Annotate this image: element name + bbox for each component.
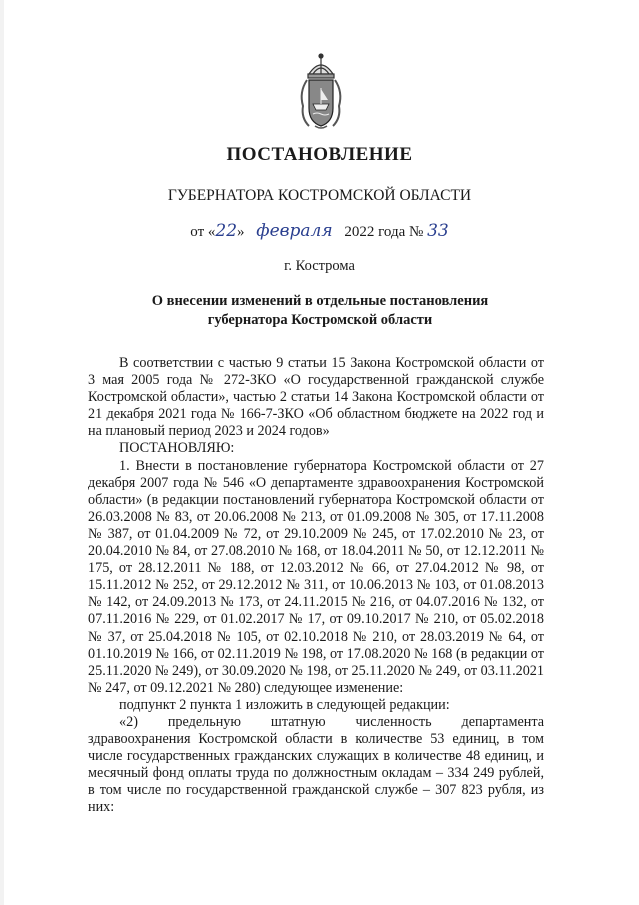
- resolution-word: ПОСТАНОВЛЯЮ:: [119, 440, 235, 457]
- title-line-1: О внесении изменений в отдельные постановления: [151, 293, 489, 309]
- document-type: ПОСТАНОВЛЕНИЕ: [226, 144, 413, 165]
- handwritten-day: 22: [215, 221, 238, 241]
- quoted-text-paragraph: «2) предельную штатную численность департамента здравоохранения Костромской области в количестве 53 единиц, в том числе государственных гражданских служащих в количестве 48 единиц, и месячный фонд оплаты труда по должностным окладам – 334 249 рублей, в том числе по государственной гражданской службе – 307 823 рубля, из них:: [88, 713, 544, 816]
- document-title: [100, 292, 540, 330]
- handwritten-month: февраля: [256, 221, 333, 241]
- scan-edge: [0, 0, 4, 905]
- preamble-paragraph: В соответствии с частью 9 статьи 15 Закона Костромской области от 3 мая 2005 года № 272-ЗКО «О государственной гражданской службе Костромской области», частью 2 статьи 14 Закона Костромской области от 21 декабря 2021 года № 166-7-ЗКО «Об областном бюджете на 2022 год и на плановый период 2023 и 2024 годов»: [88, 355, 544, 440]
- date-suffix: »: [237, 224, 245, 240]
- handwritten-number: 33: [427, 221, 449, 241]
- title-line-2: губернатора Костромской области: [207, 312, 433, 328]
- issuing-authority: ГУБЕРНАТОРА КОСТРОМСКОЙ ОБЛАСТИ: [167, 187, 472, 204]
- date-prefix: от «: [190, 224, 216, 240]
- date-year: 2022 года №: [344, 224, 424, 240]
- date-line: [0, 221, 639, 242]
- subitem-paragraph: подпункт 2 пункта 1 изложить в следующей редакции:: [119, 696, 450, 713]
- coat-of-arms-icon: [295, 52, 347, 132]
- place-of-issue: г. Кострома: [284, 258, 355, 274]
- document-body: [88, 355, 544, 817]
- item-1-paragraph: 1. Внести в постановление губернатора Костромской области от 27 декабря 2007 года № 546 «О департаменте здравоохранения Костромской области» (в редакции постановлений губернатора Костромской области от 26.03.2008 № 83, от 20.06.2008 № 213, от 01.09.2008 № 305, от 17.11.2008 № 387, от 01.04.2009 № 72, от 29.10.2009 № 245, от 17.02.2010 № 23, от 20.04.2010 № 84, от 27.08.2010 № 168, от 18.04.2011 № 50, от 12.12.2011 № 175, от 28.12.2011 № 188, от 12.03.2012 № 66, от 27.04.2012 № 98, от 15.11.2012 № 252, от 29.12.2012 № 311, от 10.06.2013 № 103, от 01.08.2013 № 142, от 24.09.2013 № 173, от 24.11.2015 № 216, от 04.07.2016 № 132, от 07.11.2016 № 229, от 01.02.2017 № 17, от 09.10.2017 № 210, от 05.02.2018 № 37, от 25.04.2018 № 105, от 02.10.2018 № 210, от 28.03.2019 № 64, от 01.10.2019 № 166, от 02.11.2019 № 198, от 17.08.2020 № 168 (в редакции от 25.11.2020 № 249), от 30.09.2020 № 198, от 25.11.2020 № 249, от 03.11.2021 № 247, от 09.12.2021 № 280) следующее изменение:: [88, 457, 544, 696]
